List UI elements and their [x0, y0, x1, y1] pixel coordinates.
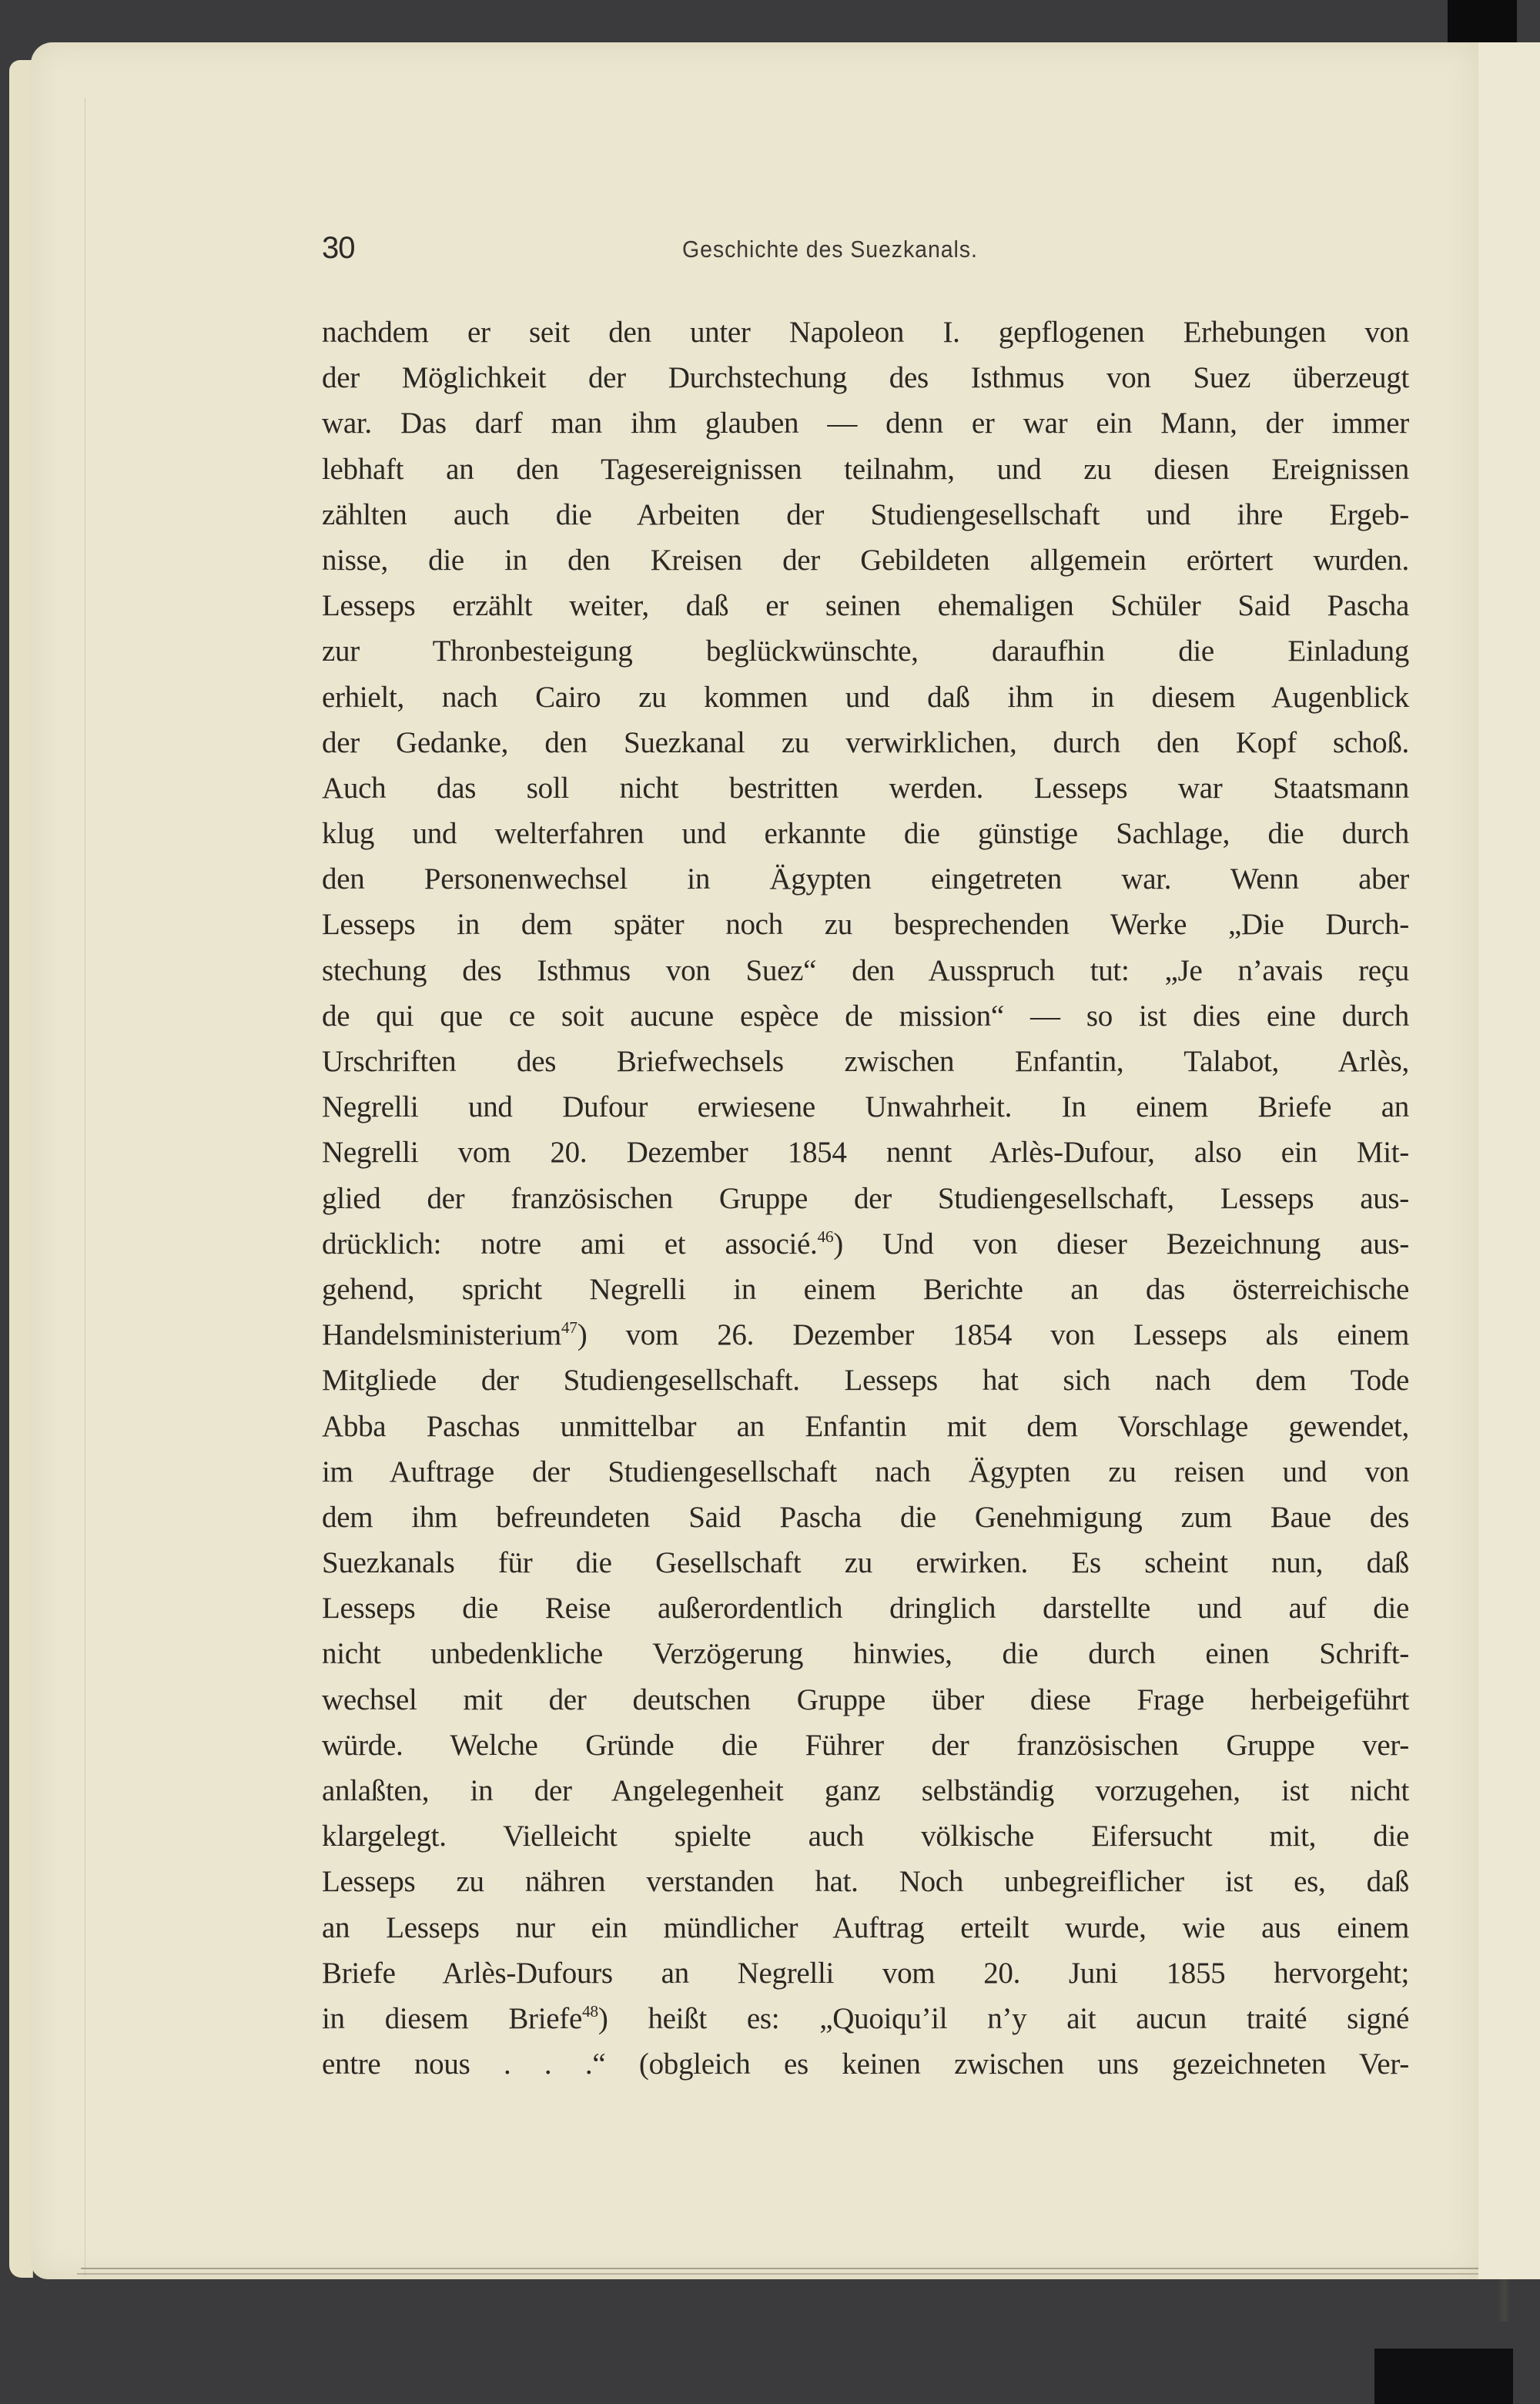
text-line: de qui que ce soit aucune espèce de mission“ — so ist dies eine durch	[322, 999, 1409, 1033]
text-line: gehend, spricht Negrelli in einem Berichte an das österreichische	[322, 1272, 1409, 1306]
text-line: Auch das soll nicht bestritten werden. Lesseps war Staatsmann	[322, 771, 1409, 805]
text-line: Negrelli vom 20. Dezember 1854 nennt Arlès-Dufour, also ein Mit-	[322, 1136, 1409, 1170]
text-line: Urschriften des Briefwechsels zwischen Enfantin, Talabot, Arlès,	[322, 1045, 1409, 1078]
page-number: 30	[322, 231, 355, 265]
text-line: Briefe Arlès-Dufours an Negrelli vom 20. Juni 1855 hervorgeht;	[322, 1956, 1409, 1990]
text-line: Suezkanals für die Gesellschaft zu erwirken. Es scheint nun, daß	[322, 1546, 1409, 1580]
text-line: wechsel mit der deutschen Gruppe über diese Frage herbeigeführt	[322, 1682, 1409, 1716]
adjacent-page-edge	[1478, 42, 1540, 2279]
text-line: erhielt, nach Cairo zu kommen und daß ihm in diesem Augenblick	[322, 680, 1409, 714]
text-line: klargelegt. Vielleicht spielte auch völkische Eifersucht mit, die	[322, 1820, 1409, 1853]
text-line: Lesseps die Reise außerordentlich dringlich darstellte und auf die	[322, 1592, 1409, 1626]
footnote-marker: 47	[561, 1318, 578, 1338]
text-line: Negrelli und Dufour erwiesene Unwahrheit. In einem Briefe an	[322, 1090, 1409, 1124]
text-line: war. Das darf man ihm glauben — denn er war ein Mann, der immer	[322, 407, 1409, 440]
text-line: nachdem er seit den unter Napoleon I. gepflogenen Erhebungen von	[322, 316, 1409, 349]
text-line: würde. Welche Gründe die Führer der französischen Gruppe ver-	[322, 1728, 1409, 1762]
text-line: lebhaft an den Tagesereignissen teilnahm, und zu diesen Ereignissen	[322, 452, 1409, 486]
footnote-marker: 46	[817, 1227, 834, 1246]
page-stack-edge	[9, 60, 33, 2278]
text-line: Lesseps zu nähren verstanden hat. Noch unbegreiflicher ist es, daß	[322, 1865, 1409, 1899]
text-line: anlaßten, in der Angelegenheit ganz selbständig vorzugehen, ist nicht	[322, 1774, 1409, 1807]
binding-shadow-bottom	[1374, 2349, 1513, 2404]
text-line: in diesem Briefe$^{48}$) heißt es: „Quoiqu’il n’y ait aucun traité signé	[322, 2001, 1409, 2035]
text-line: drücklich: notre ami et associé.$^{46}$) Und von dieser Bezeichnung aus-	[322, 1227, 1409, 1261]
text-line: Abba Paschas unmittelbar an Enfantin mit dem Vorschlage gewendet,	[322, 1409, 1409, 1443]
deckle-edge	[81, 2268, 1505, 2269]
running-title: Geschichte des Suezkanals.	[682, 236, 978, 263]
text-line: stechung des Isthmus von Suez“ den Ausspruch tut: „Je n’avais reçu	[322, 953, 1409, 987]
text-line: nisse, die in den Kreisen der Gebildeten allgemein erörtert wurden.	[322, 543, 1409, 577]
footnote-marker: 48	[581, 2001, 598, 2021]
text-line: klug und welterfahren und erkannte die günstige Sachlage, die durch	[322, 817, 1409, 851]
text-line: entre nous . . .“ (obgleich es keinen zwischen uns gezeichneten Ver-	[322, 2047, 1409, 2081]
text-line: Lesseps erzählt weiter, daß er seinen ehemaligen Schüler Said Pascha	[322, 589, 1409, 623]
running-header	[322, 231, 1409, 277]
text-line: an Lesseps nur ein mündlicher Auftrag erteilt wurde, wie aus einem	[322, 1910, 1409, 1944]
text-line: Lesseps in dem später noch zu besprechenden Werke „Die Durch-	[322, 908, 1409, 942]
body-text	[322, 310, 1409, 2087]
text-line: Mitgliede der Studiengesellschaft. Lesseps hat sich nach dem Tode	[322, 1364, 1409, 1398]
text-line: der Gedanke, den Suezkanal zu verwirklichen, durch den Kopf schoß.	[322, 725, 1409, 759]
text-line: der Möglichkeit der Durchstechung des Isthmus von Suez überzeugt	[322, 361, 1409, 395]
text-line: im Auftrage der Studiengesellschaft nach Ägypten zu reisen und von	[322, 1455, 1409, 1488]
text-line: glied der französischen Gruppe der Studiengesellschaft, Lesseps aus-	[322, 1181, 1409, 1215]
text-line: dem ihm befreundeten Said Pascha die Genehmigung zum Baue des	[322, 1500, 1409, 1534]
binding-shadow-top	[1448, 0, 1517, 45]
text-line: zur Thronbesteigung beglückwünschte, daraufhin die Einladung	[322, 634, 1409, 668]
text-line: Handelsministerium$^{47}$) vom 26. Dezember 1854 von Lesseps als einem	[322, 1318, 1409, 1352]
text-line: nicht unbedenkliche Verzögerung hinwies, die durch einen Schrift-	[322, 1637, 1409, 1671]
text-line: zählten auch die Arbeiten der Studiengesellschaft und ihre Ergeb-	[322, 497, 1409, 531]
text-line: den Personenwechsel in Ägypten eingetreten war. Wenn aber	[322, 862, 1409, 896]
deckle-edge	[77, 2273, 1502, 2275]
